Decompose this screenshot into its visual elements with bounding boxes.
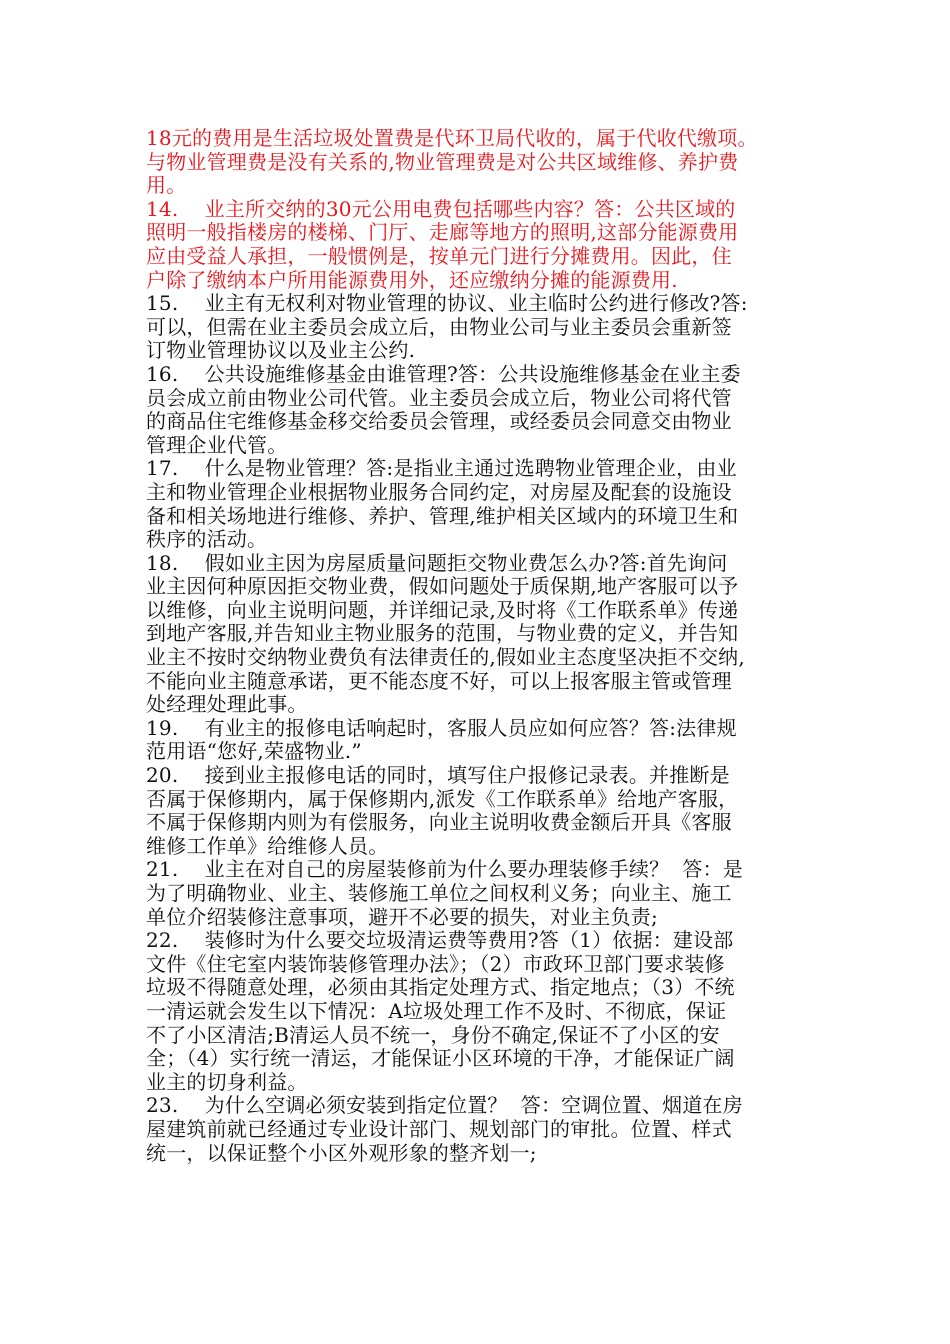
text-line: 秩序的活动。 (146, 527, 268, 552)
text-line: 21. 业主在对自己的房屋装修前为什么要办理装修手续？ 答：是 (146, 857, 743, 882)
text-line: 处经理处理此事。 (146, 692, 308, 717)
text-line: 订物业管理协议以及业主公约. (146, 338, 416, 363)
text-line: 统一，以保证整个小区外观形象的整齐划一; (146, 1140, 537, 1165)
text-line: 管理企业代管。 (146, 432, 288, 457)
text-line: 范用语“您好,荣盛物业.” (146, 739, 362, 764)
text-line: 员会成立前由物业公司代管。业主委员会成立后，物业公司将代管 (146, 385, 732, 410)
text-line: 一清运就会发生以下情况：A垃圾处理工作不及时、不彻底，保证 (146, 998, 727, 1023)
text-line: 19. 有业主的报修电话响起时，客服人员应如何应答？答:法律规 (146, 715, 737, 740)
text-line: 应由受益人承担，一般惯例是，按单元门进行分摊费用。因此，住 (146, 243, 732, 268)
text-line: 不了小区清洁;B清运人员不统一，身份不确定,保证不了小区的安 (146, 1022, 720, 1047)
text-line: 维修工作单》给维修人员。 (146, 833, 389, 858)
text-line: 屋建筑前就已经通过专业设计部门、规划部门的审批。位置、样式 (146, 1116, 732, 1141)
text-line: 主和物业管理企业根据物业服务合同约定，对房屋及配套的设施设 (146, 479, 732, 504)
text-line: 业主的切身利益。 (146, 1069, 308, 1094)
text-line: 以维修，向业主说明问题，并详细记录,及时将《工作联系单》传递 (146, 597, 739, 622)
text-line: 垃圾不得随意处理，必须由其指定处理方式、指定地点；（3）不统 (146, 975, 735, 1000)
text-line: 业主不按时交纳物业费负有法律责任的,假如业主态度坚决拒不交纳, (146, 645, 745, 670)
text-line: 20. 接到业主报修电话的同时，填写住户报修记录表。并推断是 (146, 763, 730, 788)
text-line: 可以，但需在业主委员会成立后，由物业公司与业主委员会重新签 (146, 314, 732, 339)
text-line: 单位介绍装修注意事项，避开不必要的损失，对业主负责; (146, 904, 658, 929)
text-line: 业主因何种原因拒交物业费，假如问题处于质保期,地产客服可以予 (146, 574, 739, 599)
text-line: 不属于保修期内则为有偿服务，向业主说明收费金额后开具《客服 (146, 810, 732, 835)
text-line: 用。 (146, 173, 187, 198)
text-line: 户除了缴纳本户所用能源费用外，还应缴纳分摊的能源费用. (146, 267, 678, 292)
text-line: 照明一般指楼房的楼梯、门厅、走廊等地方的照明,这部分能源费用 (146, 220, 739, 245)
document-body (146, 127, 814, 1165)
text-line: 15. 业主有无权利对物业管理的协议、业主临时公约进行修改?答: (146, 291, 748, 316)
text-line: 14. 业主所交纳的30元公用电费包括哪些内容？答：公共区域的 (146, 196, 736, 221)
text-line: 22. 装修时为什么要交垃圾清运费等费用?答（1）依据：建设部 (146, 928, 734, 953)
text-line: 23. 为什么空调必须安装到指定位置？ 答：空调位置、烟道在房 (146, 1093, 743, 1118)
text-line: 否属于保修期内，属于保修期内,派发《工作联系单》给地产客服， (146, 786, 739, 811)
text-line: 到地产客服,并告知业主物业服务的范围，与物业费的定义，并告知 (146, 621, 739, 646)
text-line: 全；（4）实行统一清运，才能保证小区环境的干净，才能保证广阔 (146, 1046, 735, 1071)
text-line: 与物业管理费是没有关系的,物业管理费是对公共区域维修、养护费 (146, 149, 739, 174)
text-line: 备和相关场地进行维修、养护、管理,维护相关区域内的环境卫生和 (146, 503, 739, 528)
text-line: 16. 公共设施维修基金由谁管理?答：公共设施维修基金在业主委 (146, 361, 741, 386)
text-line: 文件《住宅室内装饰装修管理办法》；（2）市政环卫部门要求装修 (146, 951, 725, 976)
text-line: 17. 什么是物业管理？答:是指业主通过选聘物业管理企业，由业 (146, 456, 737, 481)
text-line: 18. 假如业主因为房屋质量问题拒交物业费怎么办?答:首先询问 (146, 550, 728, 575)
text-line: 为了明确物业、业主、装修施工单位之间权利义务；向业主、施工 (146, 881, 732, 905)
text-line: 18元的费用是生活垃圾处置费是代环卫局代收的，属于代收代缴项。 (146, 126, 758, 150)
text-line: 的商品住宅维修基金移交给委员会管理，或经委员会同意交由物业 (146, 409, 732, 434)
text-line: 不能向业主随意承诺，更不能态度不好，可以上报客服主管或管理 (146, 668, 732, 693)
